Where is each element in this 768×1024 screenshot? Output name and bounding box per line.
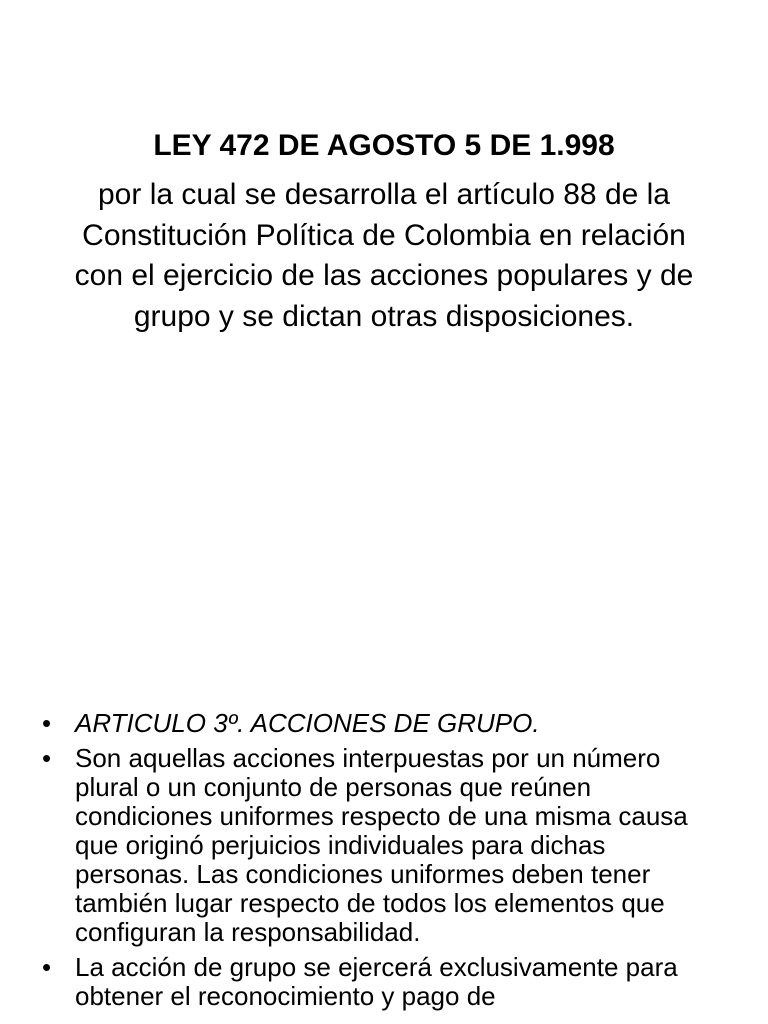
bullet-item-article-heading <box>0 709 768 738</box>
law-title: LEY 472 DE AGOSTO 5 DE 1.998 <box>153 129 615 162</box>
bullet-item-definition <box>0 744 768 947</box>
bullet-text: ARTICULO 3º. ACCIONES DE GRUPO. <box>75 708 540 738</box>
bullet-item-exclusive-purpose <box>0 953 768 1011</box>
bullet-dot-icon: • <box>42 708 52 738</box>
law-subtitle: por la cual se desarrolla el artículo 88 de la Constitución Política de Colombia en relación con el ejercicio de las acciones populares y de grupo y se dictan otras disposiciones. <box>74 178 694 333</box>
bullet-text: Son aquellas acciones interpuestas por un número plural o un conjunto de personas que reúnen condiciones uniformes respecto de una misma causa que originó perjuicios individuales para dichas personas. Las condiciones uniformes deben tener también lugar respecto de todos los elementos que configuran la responsabilidad. <box>75 743 688 947</box>
article-bullet-list <box>0 709 768 1017</box>
bullet-dot-icon: • <box>42 743 52 773</box>
bullet-text: La acción de grupo se ejercerá exclusivamente para obtener el reconocimiento y pago de <box>75 952 678 1011</box>
bullet-dot-icon: • <box>42 952 52 982</box>
